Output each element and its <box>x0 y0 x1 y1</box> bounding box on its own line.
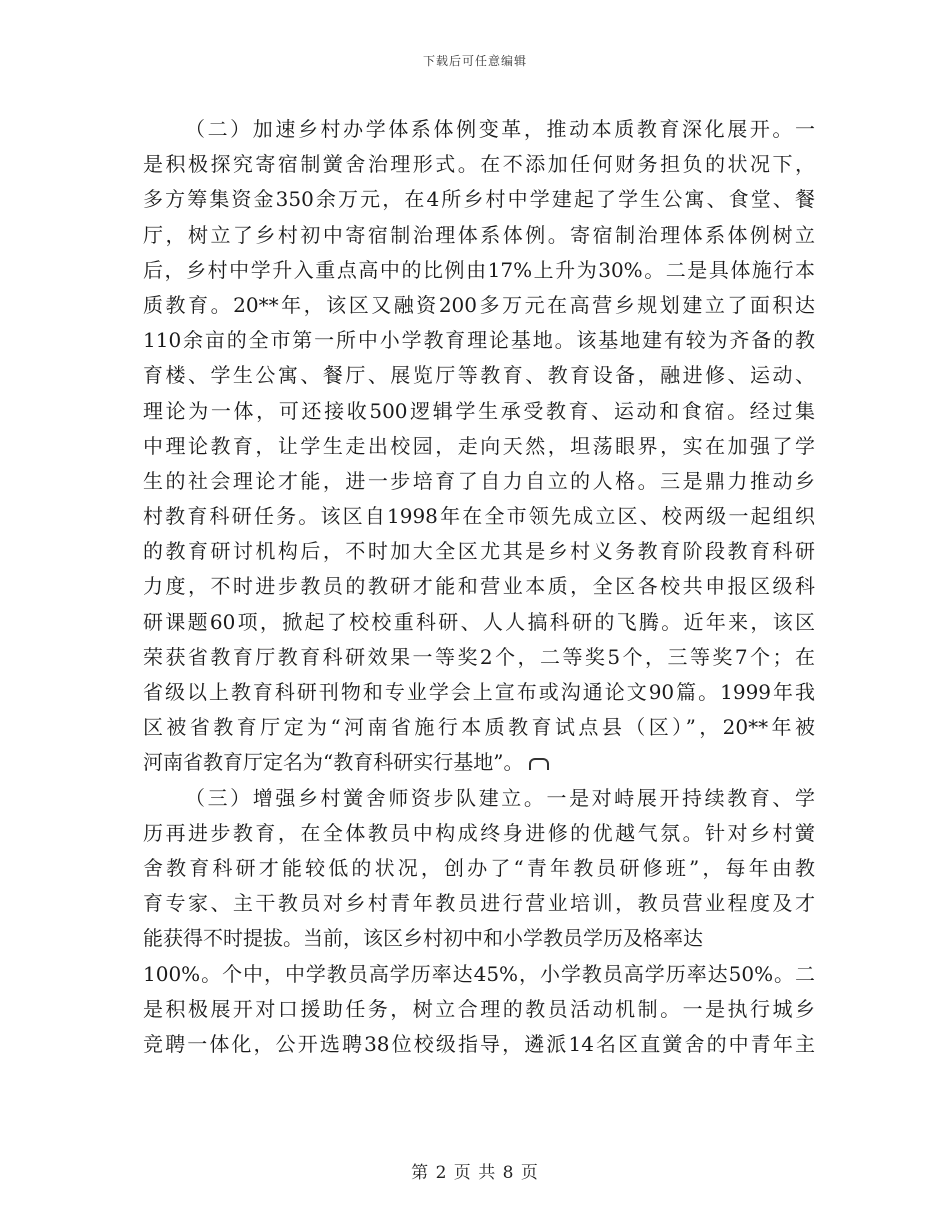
text-line: （二）加速乡村办学体系体例变革，推动本质教育深化展开。一 <box>185 117 815 141</box>
text-line: 质教育。20**年，该区又融资200多万元在高营乡规划建立了面积达 <box>143 292 815 317</box>
text-line: 省级以上教育科研刊物和专业学会上宣布或沟通论文90篇。1999年我 <box>143 680 815 704</box>
text-line: 育楼、学生公寓、餐厅、展览厅等教育、教育设备，融进修、运动、 <box>143 363 815 388</box>
text-line: 荣获省教育厅教育科研效果一等奖2个，二等奖5个，三等奖7个；在 <box>143 644 815 669</box>
paragraph-three <box>143 781 815 1063</box>
text-line: 村教育科研任务。该区自1998年在全市领先成立区、校两级一起组织 <box>143 504 815 529</box>
text-line-last <box>143 745 815 780</box>
text-line: 厅，树立了乡村初中寄宿制治理体系体例。寄宿制治理体系体例树立 <box>143 222 815 247</box>
text-line-content: 河南省教育厅定名为“教育科研实行基地”。 <box>143 750 524 775</box>
text-line: 能获得不时提拔。当前，该区乡村初中和小学教员学历及格率达 <box>143 926 703 951</box>
edit-mark-icon <box>529 758 549 770</box>
paragraph-two <box>143 112 815 781</box>
text-line: 力度，不时进步教员的教研才能和营业本质，全区各校共申报区级科 <box>143 574 815 599</box>
text-line: 110余亩的全市第一所中小学教育理论基地。该基地建有较为齐备的教 <box>143 328 815 353</box>
page-footer: 第 2 页 共 8 页 <box>411 1163 539 1183</box>
text-line: 是积极探究寄宿制黉舍治理形式。在不添加任何财务担负的状况下， <box>143 152 815 177</box>
text-line: 后，乡村中学升入重点高中的比例由17%上升为30%。二是具体施行本 <box>143 257 815 282</box>
text-line: 历再进步教育，在全体教员中构成终身进修的优越气氛。针对乡村黉 <box>143 820 815 845</box>
text-line: 育专家、主干教员对乡村青年教员进行营业培训，教员营业程度及才 <box>143 891 815 916</box>
text-line: 研课题60项，掀起了校校重科研、人人搞科研的飞腾。近年来，该区 <box>143 609 815 634</box>
text-line: 中理论教育，让学生走出校园，走向天然，坦荡眼界，实在加强了学 <box>143 433 815 458</box>
page-header: 下载后可任意编辑 <box>422 54 527 68</box>
text-line: （三）增强乡村黉舍师资步队建立。一是对峙展开持续教育、学 <box>185 785 815 810</box>
text-line: 区被省教育厅定为“河南省施行本质教育试点县（区）”，20**年被 <box>143 715 815 740</box>
text-line: 竞聘一体化，公开选聘38位校级指导，遴派14名区直黉舍的中青年主 <box>143 1031 815 1056</box>
text-line: 100%。个中，中学教员高学历率达45%，小学教员高学历率达50%。二 <box>143 961 815 986</box>
text-line: 理论为一体，可还接收500逻辑学生承受教育、运动和食宿。经过集 <box>143 398 815 423</box>
text-line: 多方筹集资金350余万元，在4所乡村中学建起了学生公寓、食堂、餐 <box>143 187 815 212</box>
text-line: 舍教育科研才能较低的状况，创办了“青年教员研修班”，每年由教 <box>143 855 815 880</box>
text-line: 是积极展开对口援助任务，树立合理的教员活动机制。一是执行城乡 <box>143 996 815 1021</box>
text-line: 生的社会理论才能，进一步培育了自力自立的人格。三是鼎力推动乡 <box>143 468 815 493</box>
document-body <box>143 112 815 1062</box>
text-line: 的教育研讨机构后，不时加大全区尤其是乡村义务教育阶段教育科研 <box>143 539 815 564</box>
